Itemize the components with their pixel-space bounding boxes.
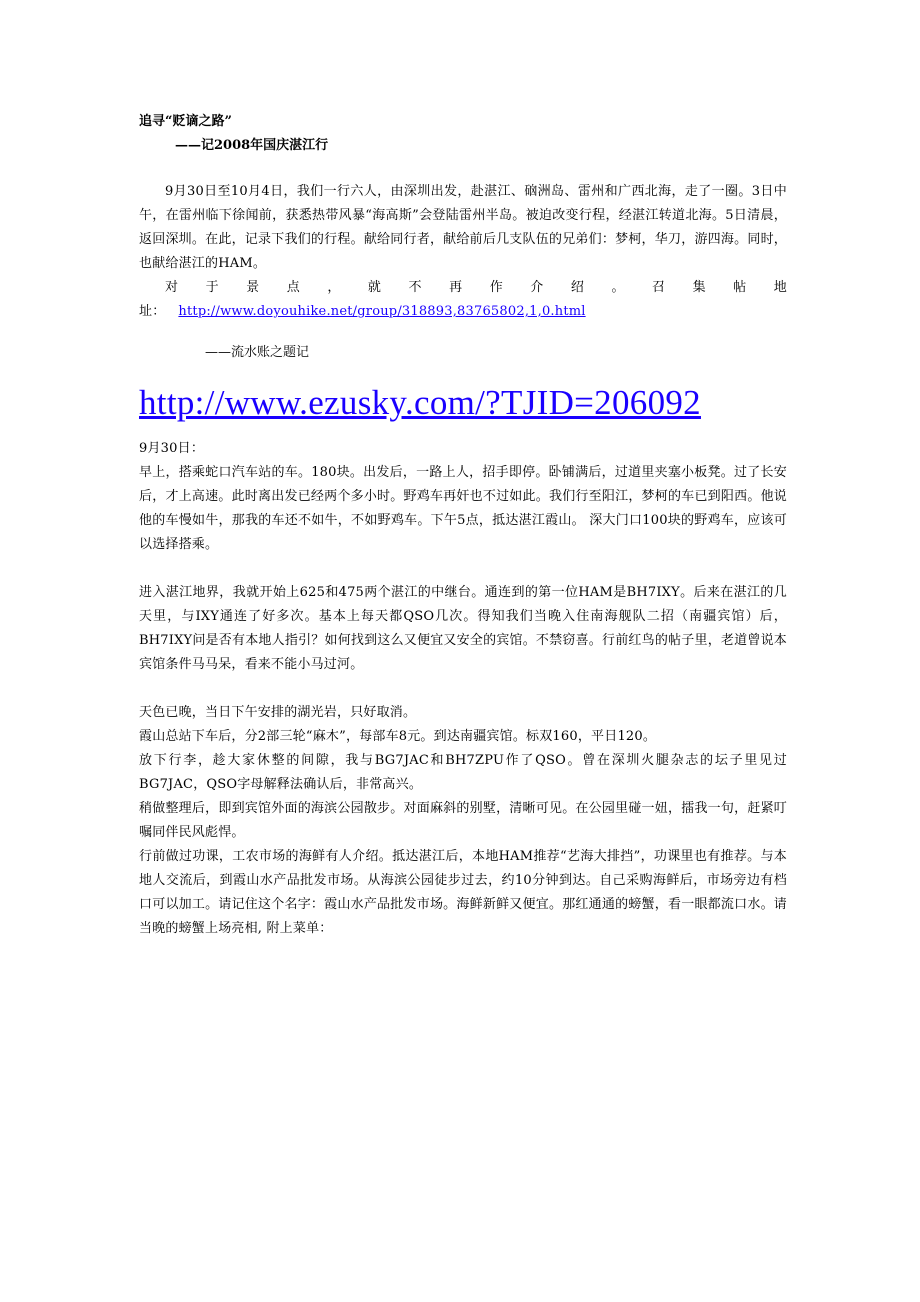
paragraph-park: 稍做整理后，即到宾馆外面的海滨公园散步。对面麻斜的别墅，清晰可见。在公园里碰一妞，擂我一句，赶紧叮嘱同伴民风彪悍。 bbox=[139, 801, 787, 840]
paragraph-radio: 进入湛江地界，我就开始上625和475两个湛江的中继台。通连到的第一位HAM是BH7IXY。后来在湛江的几天里，与IXY通连了好多次。基本上每天都QSO几次。得知我们当晚入住南海舰队二招（南疆宾馆）后，BH7IXY问是否有本地人指引？如何找到这么又便宜又安全的宾馆。不禁窃喜。行前红鸟的帖子里，老道曾说本宾馆条件马马呆，看来不能小马过河。 bbox=[139, 585, 787, 672]
paragraph-gap bbox=[139, 557, 787, 581]
recruit-post-link[interactable]: http://www.doyouhike.net/group/318893,83765802,1,0.html bbox=[178, 304, 586, 319]
paragraph-seafood: 行前做过功课，工农市场的海鲜有人介绍。抵达湛江后，本地HAM推荐“艺海大排挡”，功课里也有推荐。与本地人交流后，到霞山水产品批发市场。从海滨公园徒步过去，约10分钟到达。自己采购海鲜后，市场旁边有档口可以加工。请记住这个名字：霞山水产品批发市场。海鲜新鲜又便宜。那红通通的螃蟹，看一眼都流口水。请当晚的螃蟹上场亮相, 附上菜单： bbox=[139, 849, 787, 936]
scenery-paragraph bbox=[139, 276, 787, 324]
date-heading: 9月30日： bbox=[139, 441, 205, 456]
ezusky-link[interactable]: http://www.ezusky.com/?TJID=206092 bbox=[139, 383, 701, 422]
paragraph-morning: 早上，搭乘蛇口汽车站的车。180块。出发后，一路上人，招手即停。卧铺满后，过道里夹塞小板凳。过了长安后，才上高速。此时离出发已经两个多小时。野鸡车再奸也不过如此。我们行至阳江，梦柯的车已到阳西。他说他的车慢如牛，那我的车还不如牛，不如野鸡车。下午5点，抵达湛江霞山。 深大门口100块的野鸡车，应该可以选择搭乘。 bbox=[139, 465, 787, 552]
paragraph-hotel: 霞山总站下车后，分2部三轮“麻木”，每部车8元。到达南疆宾馆。标双160，平日120。 bbox=[139, 729, 657, 744]
document-title: 追寻“贬谪之路” bbox=[139, 114, 232, 129]
paragraph-evening: 天色已晚，当日下午安排的湖光岩，只好取消。 bbox=[139, 705, 417, 720]
paragraph-qso: 放下行李，趁大家休整的间隙，我与BG7JAC和BH7ZPU作了QSO。曾在深圳火腿杂志的坛子里见过BG7JAC，QSO字母解释法确认后，非常高兴。 bbox=[139, 753, 787, 792]
scenery-text: 对于景点，就不再作介绍。召集帖地址： bbox=[139, 280, 787, 319]
paragraph-gap bbox=[139, 677, 787, 701]
document-subtitle: ——记2008年国庆湛江行 bbox=[175, 138, 329, 153]
intro-paragraph: 9月30日至10月4日，我们一行六人，由深圳出发，赴湛江、硇洲岛、雷州和广西北海，走了一圈。3日中午，在雷州临下徐闻前，获悉热带风暴“海高斯”会登陆雷州半岛。被迫改变行程，经湛江转道北海。5日清晨，返回深圳。在此，记录下我们的行程。献给同行者，献给前后几支队伍的兄弟们：梦柯，华刀，游四海。同时，也献给湛江的HAM。 bbox=[139, 184, 787, 271]
epigraph-signature: ——流水账之题记 bbox=[205, 345, 310, 360]
document-body bbox=[139, 110, 787, 941]
